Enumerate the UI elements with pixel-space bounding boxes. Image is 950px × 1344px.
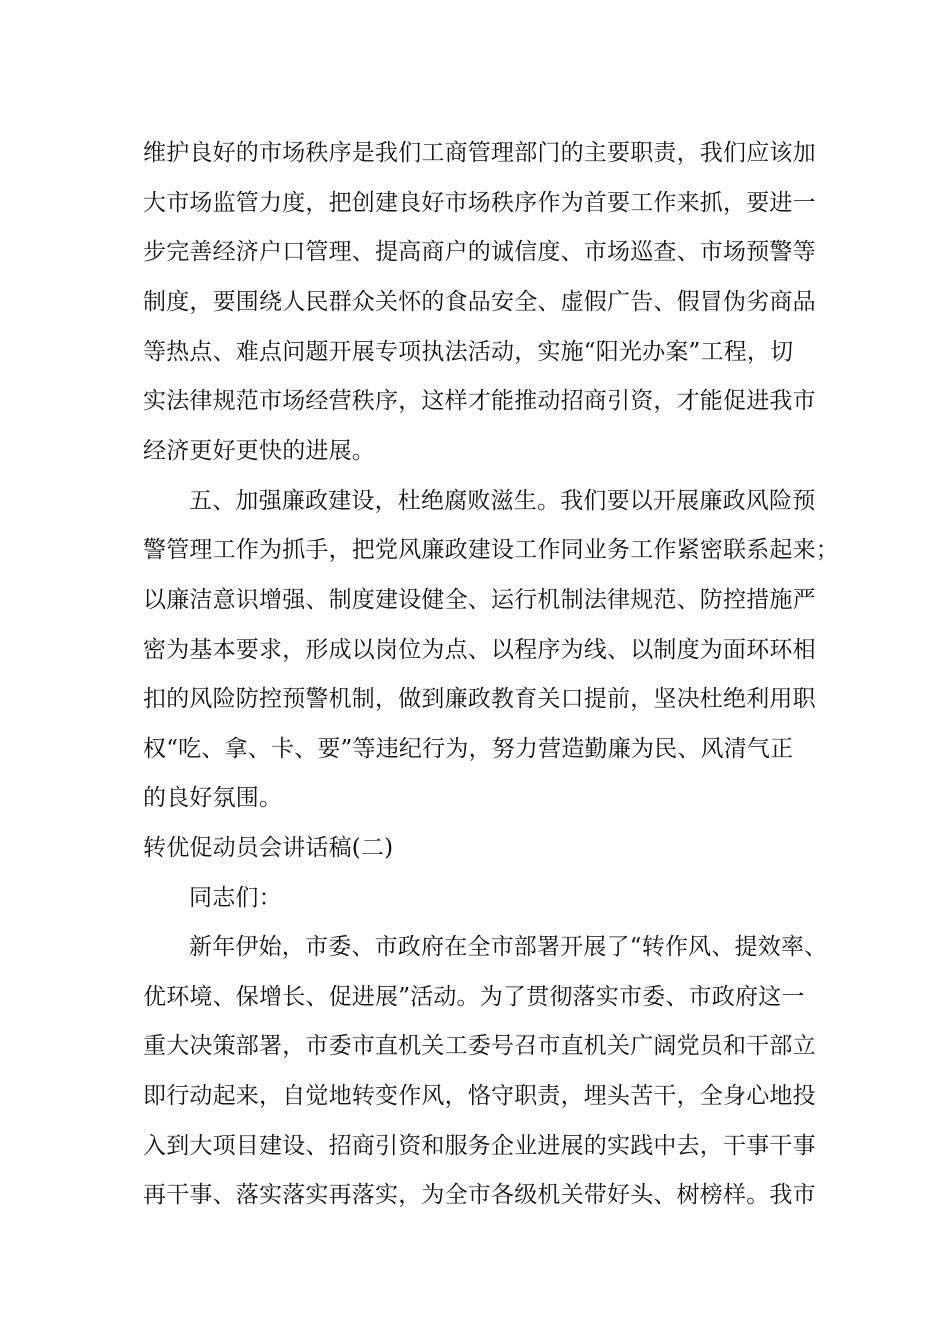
paragraph-2-line-6: 权“吃、拿、卡、要”等违纪行为，努力营造勤廉为民、风清气正 bbox=[143, 736, 794, 762]
paragraph-3-line-4: 即行动起来，自觉地转变作风，恪守职责，埋头苦干，全身心地投 bbox=[143, 1083, 816, 1109]
paragraph-1-line-1: 维护良好的市场秩序是我们工商管理部门的主要职责，我们应该加 bbox=[143, 140, 816, 166]
paragraph-2-line-7: 的良好氛围。 bbox=[143, 785, 283, 811]
paragraph-2-line-2: 警管理工作为抓手，把党风廉政建设工作同业务工作紧密联系起来； bbox=[143, 537, 839, 563]
paragraph-3-line-1: 新年伊始，市委、市政府在全市部署开展了“转作风、提效率、 bbox=[189, 934, 828, 960]
paragraph-2-line-1: 五、加强廉政建设，杜绝腐败滋生。我们要以开展廉政风险预 bbox=[189, 488, 816, 514]
section-title: 转优促动员会讲话稿(二) bbox=[143, 835, 394, 861]
paragraph-3-line-2: 优环境、保增长、促进展”活动。为了贯彻落实市委、市政府这一 bbox=[143, 984, 805, 1010]
paragraph-3-line-6: 再干事、落实落实再落实，为全市各级机关带好头、树榜样。我市 bbox=[143, 1182, 816, 1208]
salutation: 同志们： bbox=[189, 885, 282, 911]
paragraph-1-line-4: 制度，要围绕人民群众关怀的食品安全、虚假广告、假冒伪劣商品 bbox=[143, 289, 816, 315]
paragraph-2-line-4: 密为基本要求，形成以岗位为点、以程序为线、以制度为面环环相 bbox=[143, 637, 816, 663]
paragraph-1-line-7: 经济更好更快的进展。 bbox=[143, 438, 375, 464]
paragraph-2-line-3: 以廉洁意识增强、制度建设健全、运行机制法律规范、防控措施严 bbox=[143, 587, 816, 613]
paragraph-2-line-5: 扣的风险防控预警机制，做到廉政教育关口提前，坚决杜绝利用职 bbox=[143, 686, 816, 712]
paragraph-1-line-5: 等热点、难点问题开展专项执法活动，实施“阳光办案”工程，切 bbox=[143, 339, 794, 365]
paragraph-3-line-3: 重大决策部署，市委市直机关工委号召市直机关广阔党员和干部立 bbox=[143, 1033, 816, 1059]
paragraph-3-line-5: 入到大项目建设、招商引资和服务企业进展的实践中去，干事干事 bbox=[143, 1133, 816, 1159]
paragraph-1-line-6: 实法律规范市场经营秩序，这样才能推动招商引资，才能促进我市 bbox=[143, 388, 816, 414]
paragraph-1-line-2: 大市场监管力度，把创建良好市场秩序作为首要工作来抓，要进一 bbox=[143, 190, 816, 216]
paragraph-1-line-3: 步完善经济户口管理、提高商户的诚信度、市场巡查、市场预警等 bbox=[143, 239, 816, 265]
